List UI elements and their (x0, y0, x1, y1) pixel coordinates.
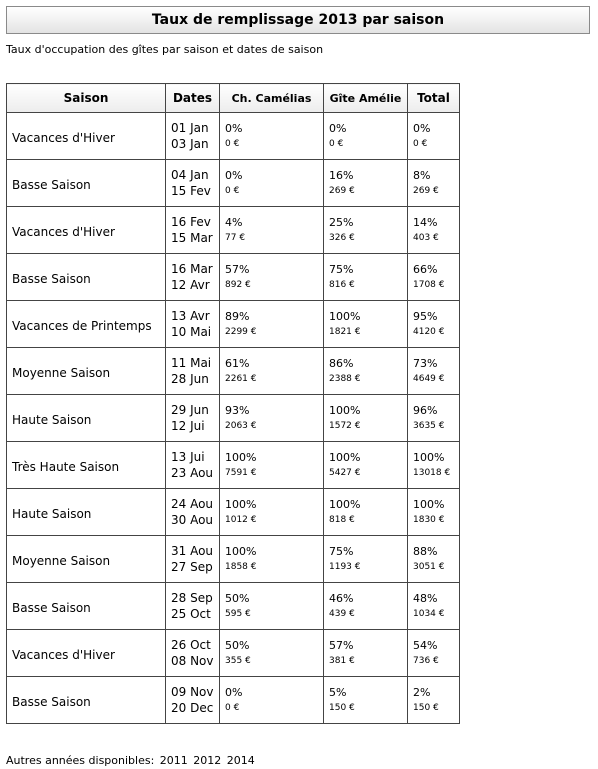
dates-cell (166, 113, 220, 160)
dates-cell (166, 348, 220, 395)
total-cell (408, 630, 460, 677)
total-amount: 1034 € (413, 609, 445, 619)
amelie-rate: 100% (329, 404, 361, 417)
date-start: 16 Fev (171, 215, 211, 229)
camelias-rate: 100% (225, 545, 257, 558)
camelias-amount: 0 € (225, 186, 240, 196)
camelias-rate: 50% (225, 639, 250, 652)
season-cell (7, 395, 166, 442)
season-cell (7, 207, 166, 254)
page-title: Taux de remplissage 2013 par saison (6, 6, 590, 34)
amelie-amount: 0 € (329, 139, 344, 149)
date-start: 28 Sep (171, 591, 213, 605)
camelias-cell (220, 207, 324, 254)
date-start: 04 Jan (171, 168, 209, 182)
amelie-rate: 5% (329, 686, 347, 699)
other-years (6, 754, 255, 768)
occupancy-table (6, 83, 460, 724)
total-cell (408, 160, 460, 207)
date-end: 20 Dec (171, 701, 214, 715)
amelie-amount: 5427 € (329, 468, 361, 478)
total-cell (408, 348, 460, 395)
total-rate: 54% (413, 639, 438, 652)
season-name: Basse Saison (12, 271, 91, 286)
season-name: Moyenne Saison (12, 553, 111, 568)
date-end: 27 Sep (171, 560, 213, 574)
amelie-rate: 25% (329, 216, 354, 229)
season-name: Moyenne Saison (12, 365, 111, 380)
dates-cell (166, 395, 220, 442)
total-amount: 3635 € (413, 421, 445, 431)
total-amount: 4649 € (413, 374, 445, 384)
season-cell (7, 630, 166, 677)
amelie-amount: 816 € (329, 280, 355, 290)
camelias-rate: 100% (225, 451, 257, 464)
date-end: 03 Jan (171, 137, 209, 151)
season-cell (7, 536, 166, 583)
total-rate: 100% (413, 451, 445, 464)
date-start: 26 Oct (171, 638, 211, 652)
date-start: 09 Nov (171, 685, 214, 699)
table-header-row (7, 84, 460, 113)
camelias-cell (220, 536, 324, 583)
dates-cell (166, 489, 220, 536)
amelie-rate: 100% (329, 451, 361, 464)
total-rate: 14% (413, 216, 438, 229)
total-rate: 66% (413, 263, 438, 276)
total-amount: 1830 € (413, 515, 445, 525)
date-start: 13 Jui (171, 450, 205, 464)
date-end: 08 Nov (171, 654, 214, 668)
total-rate: 96% (413, 404, 438, 417)
amelie-rate: 0% (329, 122, 347, 135)
total-amount: 269 € (413, 186, 439, 196)
camelias-rate: 0% (225, 169, 243, 182)
camelias-rate: 50% (225, 592, 250, 605)
season-name: Vacances de Printemps (12, 318, 152, 333)
dates-cell (166, 442, 220, 489)
total-amount: 0 € (413, 139, 428, 149)
amelie-cell (324, 630, 408, 677)
amelie-rate: 46% (329, 592, 354, 605)
year-link-2012[interactable]: 2012 (193, 754, 222, 767)
season-name: Vacances d'Hiver (12, 647, 115, 662)
season-cell (7, 254, 166, 301)
table-row (7, 677, 460, 724)
amelie-amount: 1193 € (329, 562, 361, 572)
date-start: 29 Jun (171, 403, 209, 417)
season-name: Basse Saison (12, 177, 91, 192)
amelie-amount: 381 € (329, 656, 355, 666)
header-saison: Saison (7, 84, 166, 113)
date-end: 23 Aou (171, 466, 214, 480)
amelie-cell (324, 395, 408, 442)
amelie-cell (324, 348, 408, 395)
total-rate: 88% (413, 545, 438, 558)
camelias-amount: 77 € (225, 233, 246, 243)
table-row (7, 536, 460, 583)
camelias-cell (220, 677, 324, 724)
amelie-rate: 57% (329, 639, 354, 652)
total-amount: 13018 € (413, 468, 451, 478)
date-end: 25 Oct (171, 607, 211, 621)
amelie-rate: 75% (329, 263, 354, 276)
camelias-cell (220, 160, 324, 207)
total-cell (408, 677, 460, 724)
amelie-amount: 269 € (329, 186, 355, 196)
table-row (7, 254, 460, 301)
camelias-amount: 355 € (225, 656, 251, 666)
dates-cell (166, 536, 220, 583)
amelie-cell (324, 489, 408, 536)
table-body (7, 113, 460, 724)
year-link-2011[interactable]: 2011 (159, 754, 188, 767)
season-name: Vacances d'Hiver (12, 224, 115, 239)
amelie-amount: 150 € (329, 703, 355, 713)
camelias-amount: 1858 € (225, 562, 257, 572)
amelie-amount: 1572 € (329, 421, 361, 431)
total-amount: 736 € (413, 656, 439, 666)
amelie-rate: 75% (329, 545, 354, 558)
table-row (7, 160, 460, 207)
total-rate: 48% (413, 592, 438, 605)
header-gite-amelie: Gîte Amélie (324, 84, 408, 113)
total-cell (408, 207, 460, 254)
table-row (7, 442, 460, 489)
total-cell (408, 301, 460, 348)
season-cell (7, 442, 166, 489)
camelias-amount: 892 € (225, 280, 251, 290)
season-cell (7, 489, 166, 536)
total-cell (408, 395, 460, 442)
amelie-amount: 326 € (329, 233, 355, 243)
total-rate: 0% (413, 122, 431, 135)
amelie-amount: 2388 € (329, 374, 361, 384)
amelie-cell (324, 677, 408, 724)
camelias-rate: 0% (225, 122, 243, 135)
camelias-cell (220, 395, 324, 442)
camelias-amount: 595 € (225, 609, 251, 619)
camelias-rate: 93% (225, 404, 250, 417)
table-row (7, 348, 460, 395)
date-start: 01 Jan (171, 121, 209, 135)
table-row (7, 301, 460, 348)
camelias-amount: 7591 € (225, 468, 257, 478)
amelie-cell (324, 442, 408, 489)
season-name: Vacances d'Hiver (12, 130, 115, 145)
season-cell (7, 348, 166, 395)
table-row (7, 489, 460, 536)
dates-cell (166, 301, 220, 348)
total-cell (408, 113, 460, 160)
camelias-amount: 2299 € (225, 327, 257, 337)
date-start: 16 Mar (171, 262, 213, 276)
amelie-cell (324, 160, 408, 207)
table-row (7, 583, 460, 630)
date-start: 31 Aou (171, 544, 214, 558)
season-name: Basse Saison (12, 694, 91, 709)
date-end: 30 Aou (171, 513, 214, 527)
dates-cell (166, 630, 220, 677)
season-name: Haute Saison (12, 412, 92, 427)
camelias-cell (220, 301, 324, 348)
camelias-rate: 100% (225, 498, 257, 511)
total-cell (408, 536, 460, 583)
date-start: 13 Avr (171, 309, 210, 323)
header-ch-camelias: Ch. Camélias (220, 84, 324, 113)
amelie-cell (324, 536, 408, 583)
table-row (7, 207, 460, 254)
total-rate: 2% (413, 686, 431, 699)
total-amount: 3051 € (413, 562, 445, 572)
amelie-amount: 1821 € (329, 327, 361, 337)
date-end: 15 Fev (171, 184, 211, 198)
camelias-rate: 89% (225, 310, 250, 323)
season-cell (7, 301, 166, 348)
table-row (7, 113, 460, 160)
total-rate: 73% (413, 357, 438, 370)
header-dates: Dates (166, 84, 220, 113)
camelias-rate: 57% (225, 263, 250, 276)
date-end: 15 Mar (171, 231, 213, 245)
camelias-cell (220, 630, 324, 677)
camelias-amount: 0 € (225, 703, 240, 713)
camelias-amount: 1012 € (225, 515, 257, 525)
season-name: Haute Saison (12, 506, 92, 521)
table-row (7, 630, 460, 677)
date-end: 12 Jui (171, 419, 205, 433)
dates-cell (166, 160, 220, 207)
camelias-amount: 2063 € (225, 421, 257, 431)
date-start: 11 Mai (171, 356, 212, 370)
total-amount: 150 € (413, 703, 439, 713)
amelie-cell (324, 207, 408, 254)
table-row (7, 395, 460, 442)
camelias-rate: 61% (225, 357, 250, 370)
total-rate: 95% (413, 310, 438, 323)
date-end: 12 Avr (171, 278, 210, 292)
year-link-2014[interactable]: 2014 (226, 754, 255, 767)
camelias-cell (220, 113, 324, 160)
header-total: Total (408, 84, 460, 113)
dates-cell (166, 254, 220, 301)
amelie-rate: 100% (329, 498, 361, 511)
date-end: 28 Jun (171, 372, 209, 386)
season-cell (7, 160, 166, 207)
total-cell (408, 583, 460, 630)
amelie-rate: 16% (329, 169, 354, 182)
dates-cell (166, 583, 220, 630)
camelias-rate: 4% (225, 216, 243, 229)
total-amount: 4120 € (413, 327, 445, 337)
total-cell (408, 254, 460, 301)
amelie-rate: 86% (329, 357, 354, 370)
season-name: Très Haute Saison (12, 459, 120, 474)
amelie-cell (324, 113, 408, 160)
season-cell (7, 583, 166, 630)
camelias-cell (220, 442, 324, 489)
total-amount: 403 € (413, 233, 439, 243)
camelias-amount: 2261 € (225, 374, 257, 384)
amelie-amount: 818 € (329, 515, 355, 525)
season-cell (7, 677, 166, 724)
other-years-label: Autres années disponibles: (6, 754, 155, 767)
amelie-rate: 100% (329, 310, 361, 323)
total-cell (408, 442, 460, 489)
camelias-cell (220, 254, 324, 301)
date-end: 10 Mai (171, 325, 212, 339)
camelias-rate: 0% (225, 686, 243, 699)
camelias-cell (220, 583, 324, 630)
amelie-cell (324, 301, 408, 348)
amelie-cell (324, 254, 408, 301)
total-cell (408, 489, 460, 536)
total-rate: 8% (413, 169, 431, 182)
camelias-cell (220, 489, 324, 536)
amelie-amount: 439 € (329, 609, 355, 619)
page-subtitle: Taux d'occupation des gîtes par saison et dates de saison (6, 43, 324, 56)
total-rate: 100% (413, 498, 445, 511)
season-cell (7, 113, 166, 160)
date-start: 24 Aou (171, 497, 214, 511)
total-amount: 1708 € (413, 280, 445, 290)
dates-cell (166, 207, 220, 254)
season-name: Basse Saison (12, 600, 91, 615)
amelie-cell (324, 583, 408, 630)
dates-cell (166, 677, 220, 724)
camelias-cell (220, 348, 324, 395)
camelias-amount: 0 € (225, 139, 240, 149)
